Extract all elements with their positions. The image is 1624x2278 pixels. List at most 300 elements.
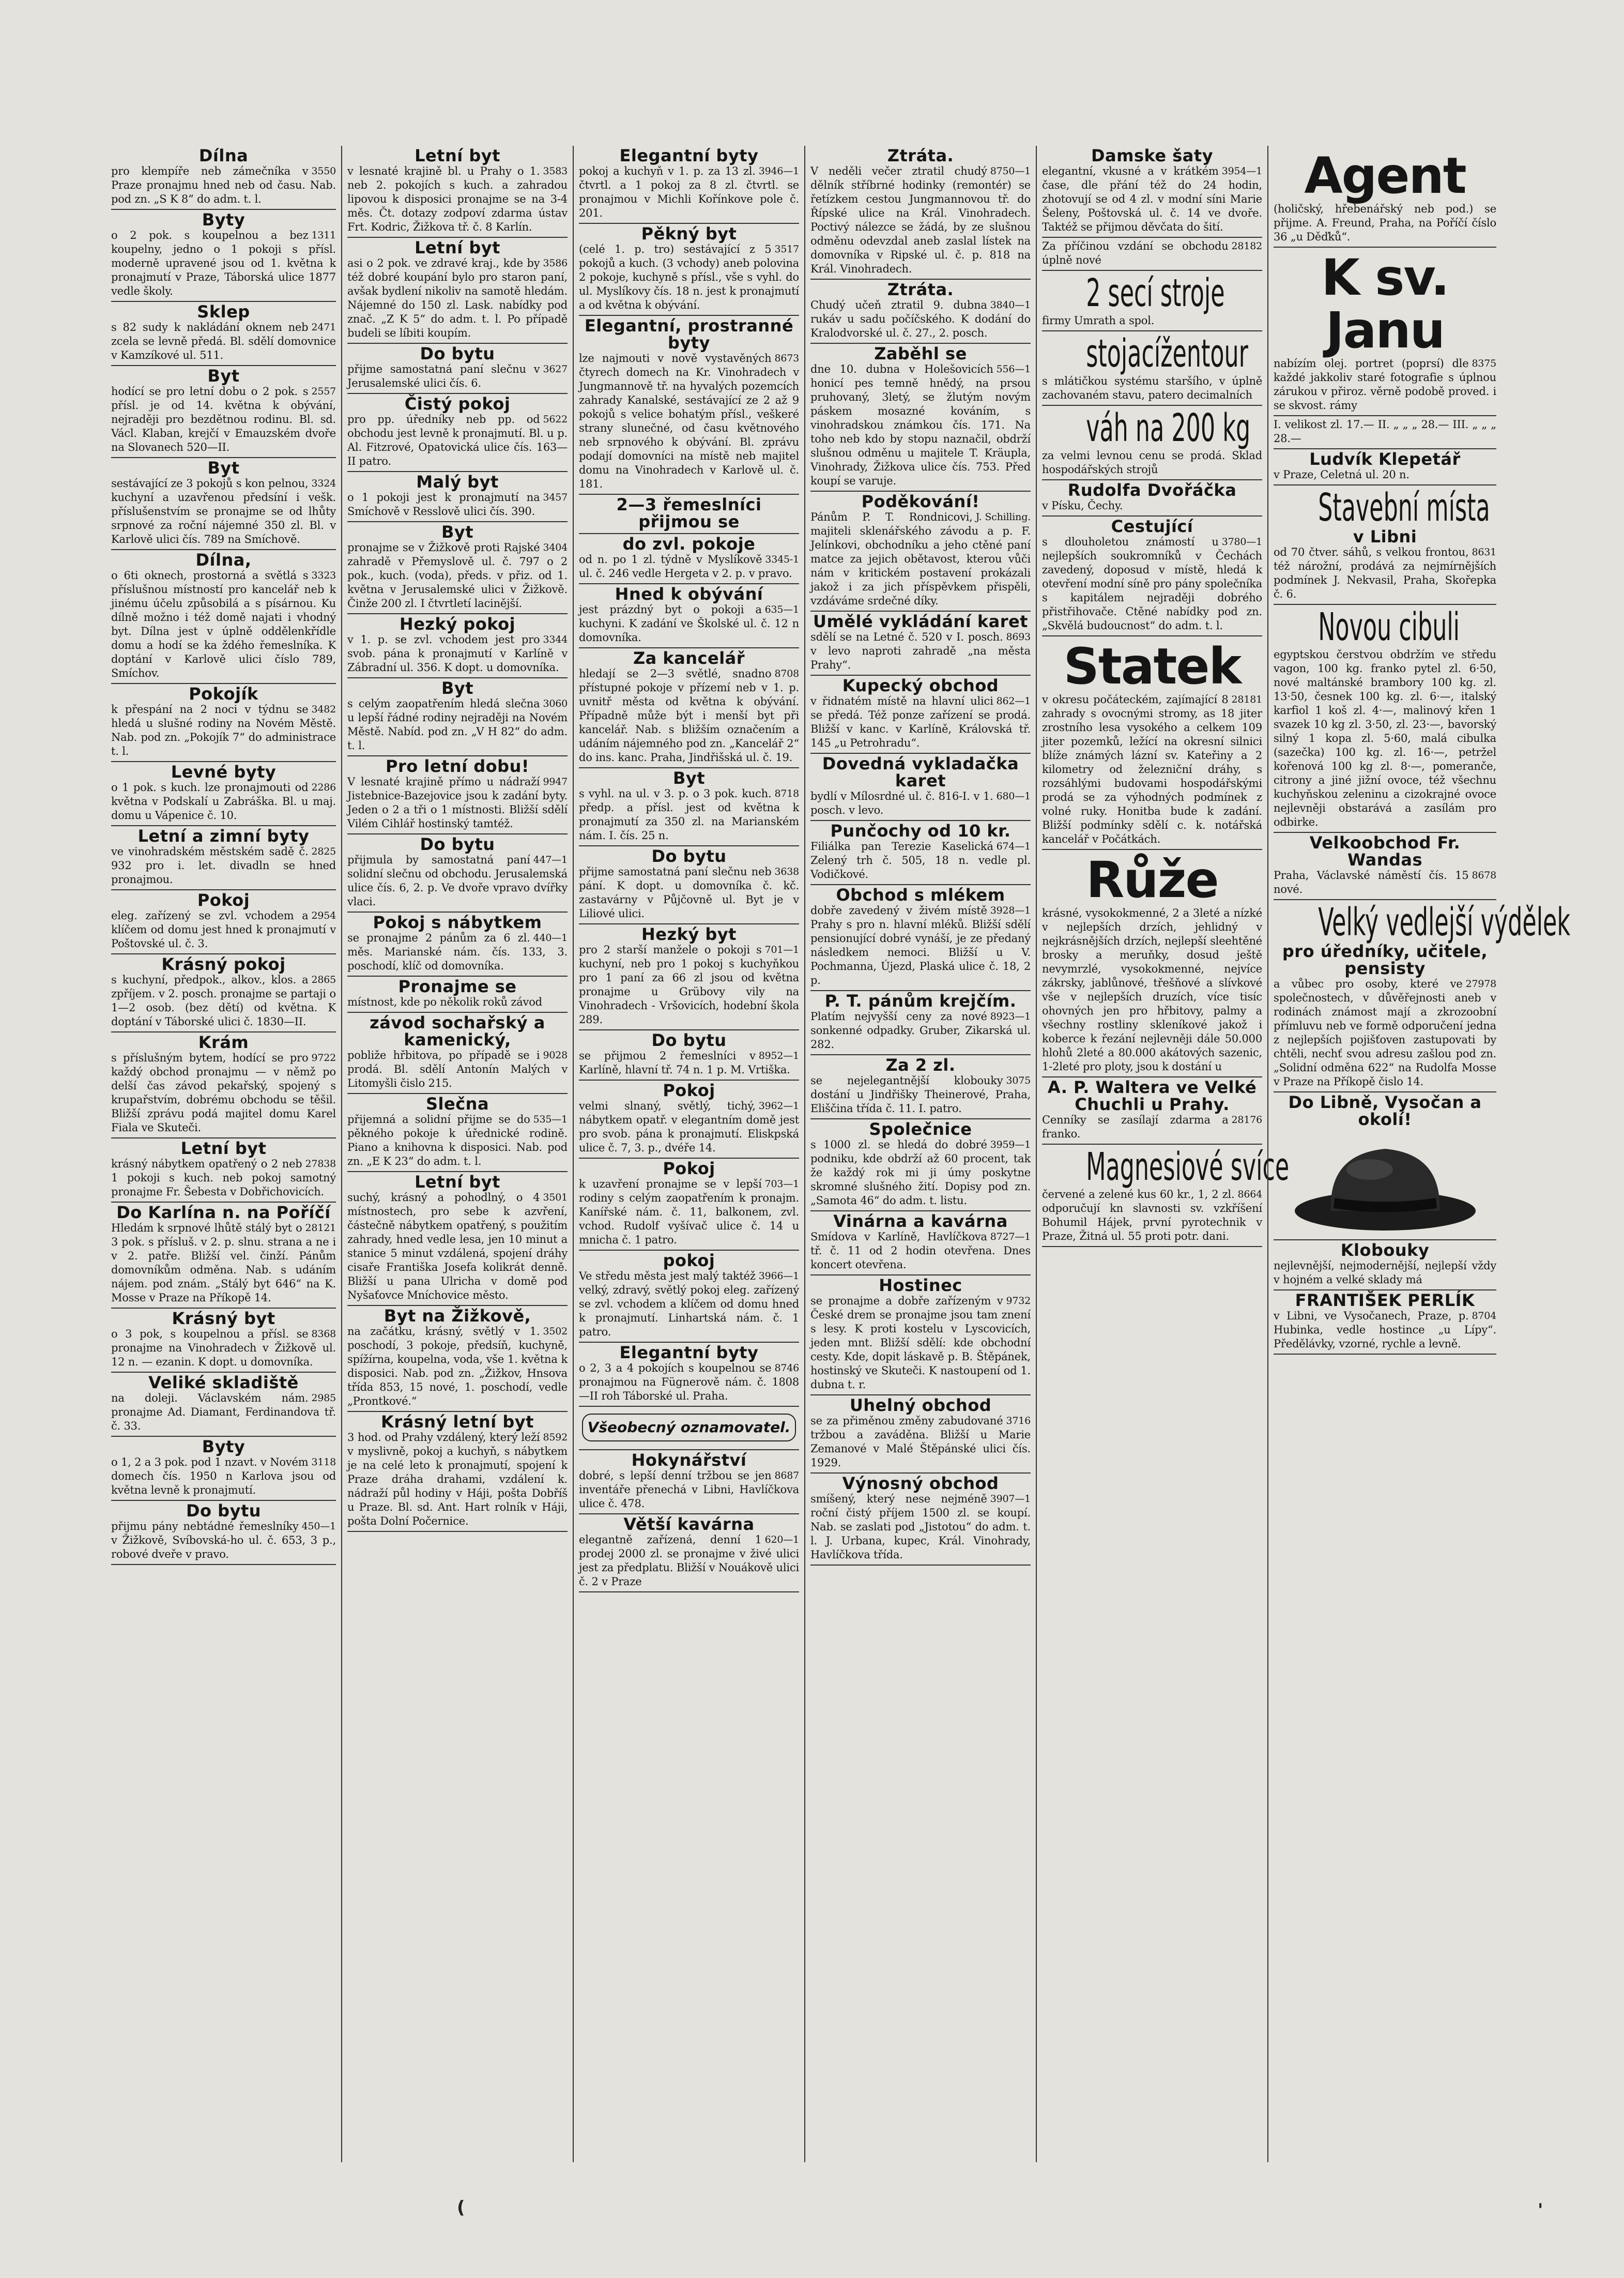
ad-number: 8687	[774, 1470, 799, 1481]
classified-ad	[111, 146, 336, 210]
ad-title: Do Karlína n. na Poříčí	[116, 1203, 331, 1222]
ad-title: Hezký pokoj	[399, 614, 516, 634]
ad-title: Hostinec	[879, 1275, 962, 1295]
ad-text	[1042, 906, 1262, 1074]
ad-number: 8678	[1472, 870, 1496, 881]
ad-text	[111, 1391, 336, 1433]
ad-body: od n. po 1 zl. týdně v Myslíkově ul. č. 246 vedle Hergeta v 2. p. v pravo.	[579, 553, 792, 580]
ad-number: 8368	[311, 1328, 336, 1340]
ad-text	[579, 787, 799, 843]
ad-body: smíšený, který nese nejméně roční čistý příjem 1500 zl. se koupí. Nab. se zaslati pod „Jistotou“ do adm. t. l. J. Urbana, kupec, Král. Vinohrady, Havlíčkova třída.	[810, 1493, 1031, 1561]
classified-ad	[579, 1251, 799, 1343]
ad-number: 3502	[543, 1326, 568, 1337]
ad-text	[347, 1113, 568, 1168]
ad-title: Letní byt	[415, 146, 500, 165]
ad-text	[810, 298, 1031, 340]
ad-body: přijme samostatná paní slečnu v Jerusalemské ulici čís. 6.	[347, 363, 540, 389]
ad-text	[579, 352, 799, 491]
ad-display-heading: Velký vedlejší výdělek	[1318, 900, 1571, 945]
classified-ad	[111, 302, 336, 366]
ad-body: v Libni, ve Vysočanech, Praze, p. Hubinka, vedle hostince „u Lípy“. Předělávky, vzorné, rychle a levně.	[1274, 1310, 1496, 1350]
classified-ad	[111, 366, 336, 458]
ad-display-heading: Statek	[1063, 637, 1241, 695]
ad-number: 3638	[774, 866, 799, 877]
classified-ad	[347, 1013, 568, 1094]
ad-body: o 1 pokoji jest k pronajmutí na Smíchově v Resslově ulici čís. 390.	[347, 491, 540, 518]
ad-text	[347, 633, 568, 675]
ad-body: o 2, 3 a 4 pokojích s koupelnou se pronajmou na Fügnerově nám. č. 1808—II roh Táborské ul. Praha.	[579, 1362, 799, 1402]
ad-text	[810, 1074, 1031, 1116]
ad-text	[579, 1533, 799, 1589]
ad-title: Letní byt	[180, 1138, 267, 1158]
ad-title: Větší kavárna	[623, 1514, 755, 1534]
ad-number: 2557	[311, 386, 336, 397]
ad-display-heading: Magnesiové svíce	[1086, 1145, 1290, 1189]
ad-number: 9947	[543, 776, 568, 787]
ad-body: eleg. zařízený se zvl. vchodem a klíčem od domu jest hned k pronajmutí v Poštovské ul. č. 3.	[111, 909, 336, 950]
ad-number: 3344	[543, 634, 568, 645]
ad-title: Sklep	[197, 302, 250, 322]
ad-body: s vyhl. na ul. v 3. p. o 3 pok. kuch. předp. a přísl. jest od května k pronajmutí za 350 zl. na Marianském nám. I. čís. 25 n.	[579, 787, 799, 842]
ad-title: Společnice	[869, 1119, 972, 1139]
classified-ad	[810, 492, 1031, 612]
classified-ad	[810, 1395, 1031, 1474]
classified-ad	[579, 495, 799, 534]
ad-body: hledají se 2—3 světlé, snadno přístupné pokoje v přízemí neb v 1. p. uvnitř města od května k obývání. Případně může být i menší byt při kancelář. Nab. s bližším označením a udáním nájemného pod zn. „Kancelář 2“ do ins. kanc. Praha, Jindřišská ul. č. 19.	[579, 667, 799, 764]
ad-title: Letní byt	[415, 1172, 500, 1192]
ad-title: Punčochy od 10 kr.	[830, 821, 1011, 841]
classified-ad	[810, 1119, 1031, 1211]
ad-body: k přespání na 2 noci v týdnu se hledá u slušné rodiny na Novém Městě. Nab. pod zn. „Pokojík 7“ do administrace t. l.	[111, 703, 336, 757]
ad-body: za velmi levnou cenu se prodá. Sklad hospodářských strojů	[1042, 449, 1262, 476]
ad-body: k uzavření pronajme se v lepší rodiny s celým zaopatřením k pronajm. Kanířské nám. č. 11, balkonem, zvl. vchod. Rudolf vyšívač ulice č. 14 u mnicha č. 1 patro.	[579, 1178, 799, 1246]
classified-ad	[579, 534, 799, 584]
ad-body: přijemná a solidní přijme se do pěkného pokoje k úřednické rodině. Piano a knihovna k disposici. Nab. pod zn. „E K 23“ do adm. t. l.	[347, 1113, 568, 1167]
ad-text	[579, 1099, 799, 1155]
ad-title: Byt na Žižkově,	[384, 1306, 531, 1326]
classified-ad	[810, 146, 1031, 280]
ad-number: 3959—1	[990, 1139, 1031, 1150]
ad-title: Dílna	[198, 146, 249, 165]
classified-ad	[579, 316, 799, 495]
ad-text	[111, 1327, 336, 1369]
ad-body: od 70 čtver. sáhů, s velkou frontou, též nárožní, prodává za nejmírnějších podmínek J. Nekvasil, Praha, Skořepka č. 6.	[1274, 546, 1496, 600]
ad-title: Byty	[202, 210, 246, 230]
ad-title: Za 2 zl.	[885, 1055, 956, 1075]
ad-text	[1274, 545, 1496, 601]
ad-display-heading: stojacížentour	[1086, 331, 1248, 376]
ad-body: červené a zelené kus 60 kr., 1, 2 zl. odporučují kn slavnosti sv. vzkříšení Bohumil Hájek, první pyrotechnik v Praze, Žitná ul. 55 proti potr. dani.	[1042, 1188, 1262, 1242]
ad-text	[579, 865, 799, 921]
ad-number: 2825	[311, 846, 336, 857]
ad-number: 680—1	[996, 791, 1031, 802]
ad-number: 28176	[1231, 1114, 1262, 1126]
ad-title: Pro letní dobu!	[386, 756, 529, 776]
ad-title: Krám	[198, 1032, 249, 1052]
ad-title: Pokoj s nábytkem	[373, 913, 542, 932]
ad-body: o 1, 2 a 3 pok. pod 1 nzavt. v Novém domech čís. 1950 n Karlova jsou od května levně k pronajmutí.	[111, 1456, 336, 1496]
classified-ad	[111, 1309, 336, 1373]
ad-text	[347, 775, 568, 831]
ad-number: 8375	[1472, 358, 1496, 369]
ad-text	[810, 630, 1031, 672]
ad-body: v Písku, Čechy.	[1042, 499, 1123, 512]
ad-number: 9028	[543, 1050, 568, 1061]
ad-body: hodící se pro letní dobu o 2 pok. s přísl. je od 14. května k obývání, nejraději pro bezdětnou rodinu. Bl. sd. Václ. Klaban, krejčí v Emauzském dvoře na Slovanech 520—II.	[111, 385, 336, 453]
classified-ad	[810, 991, 1031, 1055]
classified-ad	[347, 344, 568, 394]
ad-text	[1042, 1188, 1262, 1243]
ad-number: 28182	[1231, 240, 1262, 252]
ad-number: 1311	[311, 230, 336, 241]
classified-ad	[1042, 238, 1262, 271]
ad-title: Elegantní byty	[619, 1343, 759, 1362]
ad-number: 3954—1	[1221, 165, 1262, 177]
ad-text	[347, 256, 568, 340]
ad-text	[810, 164, 1031, 276]
ad-text	[347, 1325, 568, 1408]
ad-body: o 3 pok, s koupelnou a přísl. se pronajme na Vinohradech v Žižkově ul. 12 n. — ezanin. K dopt. u domovníka.	[111, 1328, 336, 1368]
ad-title: Damske šaty	[1091, 146, 1214, 165]
ad-text	[579, 1269, 799, 1339]
classified-ad	[111, 1138, 336, 1203]
section-banner: Všeobecný oznamovatel.	[582, 1414, 796, 1441]
ad-body: V lesnaté krajině přímo u nádraží Jistebnice-Bazejovice jsou k zadání byty. Jeden o 2 a tři o 1 místnosti. Bližší sdělí Vilém Cihlář hostinský tamtéž.	[347, 776, 568, 830]
ad-number: 535—1	[533, 1114, 568, 1125]
ad-number: 862—1	[996, 695, 1031, 707]
ad-body: Pánům P. T. Rondnicovi, majiteli sklenářského závodu a p. F. Jelínkovi, obchodníku a jeho ctěné paní matce za jejich obětavost, kterou vůči nám v kritickém postavení prokázali jakož i za jich příspěvkem přispěli, vzdáváme srdečné díky.	[810, 511, 1031, 607]
classified-ad	[1042, 850, 1262, 1077]
classified-ad	[347, 522, 568, 614]
ad-number: 8664	[1237, 1189, 1262, 1200]
ad-body: firmy Umrath a spol.	[1042, 314, 1155, 327]
classified-ad	[1042, 480, 1262, 517]
ad-text	[347, 362, 568, 390]
classified-ad	[111, 458, 336, 550]
ad-body: pro klempíře neb zámečníka v Praze pronajmu hned neb od času. Nab. pod zn. „S K 8“ do adm. t. l.	[111, 165, 336, 205]
ad-body: na začátku, krásný, světlý v 1. poschodí, 3 pokoje, předsíň, kuchyně, spížírna, koupelna, voda, vše 1. května k disposici. Nab. pod zn. „Žižkov, Hnsova třída 853, 15 nové, 1. poschodí, vedle „Prontkové.“	[347, 1325, 568, 1407]
classified-ad	[347, 614, 568, 678]
ad-body: suchý, krásný a pohodlný, o 4 místnostech, pro sebe k azvření, částečně nábytkem opatřený, s použitím zahrady, hned vedle lesa, jen 10 minut a stanice 5 minut vzdálená, spojení dráhy cisaře Františka Josefa kolikrát denně. Bližší u pana Ulricha v domě pod Nyšaťovce Mníchovice město.	[347, 1191, 568, 1301]
ad-number: 556—1	[996, 363, 1031, 375]
ad-number: 3966—1	[758, 1270, 799, 1282]
ad-title: Za kancelář	[633, 648, 745, 668]
ad-text	[111, 845, 336, 887]
ad-body: Praha, Václavské náměstí čís. 15 nové.	[1274, 869, 1469, 895]
ad-title: v Libni	[1353, 527, 1417, 546]
ad-text	[111, 1157, 336, 1199]
ad-title: pokoj	[663, 1251, 715, 1270]
ad-number: 2985	[311, 1392, 336, 1404]
ad-number: 8631	[1472, 546, 1496, 558]
classified-ad	[1042, 146, 1262, 238]
classified-ad	[579, 1407, 799, 1450]
classified-ad	[347, 913, 568, 977]
ad-number: 635—1	[764, 604, 799, 615]
classified-ad	[1042, 331, 1262, 406]
classified-ad	[579, 1030, 799, 1081]
ad-text	[810, 1294, 1031, 1392]
classified-ad	[1274, 1240, 1496, 1290]
ad-body: místnost, kde po několik roků závod	[347, 996, 542, 1008]
ad-number: 620—1	[764, 1534, 799, 1545]
ad-text	[1042, 239, 1262, 267]
ad-title: Pronajme se	[398, 977, 517, 996]
classified-ad	[347, 678, 568, 756]
ad-title: Slečna	[425, 1094, 489, 1114]
ad-number: 8952—1	[758, 1050, 799, 1061]
ad-text	[111, 569, 336, 680]
ad-display-heading: Růže	[1086, 851, 1218, 909]
ad-text	[579, 1049, 799, 1077]
classified-ad	[111, 1203, 336, 1309]
ad-body: v lesnaté krajině bl. u Prahy o 1. neb 2. pokojích s kuch. a zahradou lipovou k disposici pronajme se na 3-4 měs. Čt. dotazy zodpoví zdarma ústav Frt. Kodric, Žižkova tř. č. 8 Karlín.	[347, 165, 568, 233]
ad-text	[810, 510, 1031, 608]
ad-number: J. Schilling.	[975, 511, 1031, 523]
ad-text	[810, 1414, 1031, 1470]
ad-body: s mlátičkou systému staršího, v úplně zachovaném stavu, patero decimalních	[1042, 375, 1262, 401]
classified-ad	[810, 1055, 1031, 1119]
column-4	[804, 146, 1036, 2162]
ad-title: Čistý pokoj	[404, 394, 511, 414]
ad-text	[347, 541, 568, 611]
ad-text	[1042, 499, 1262, 513]
ad-text	[1274, 869, 1496, 897]
ad-text	[111, 385, 336, 454]
classified-ad	[347, 146, 568, 238]
ad-body: Cenníky se zasílají zdarma a franko.	[1042, 1114, 1229, 1140]
ad-text	[1042, 535, 1262, 633]
ad-text	[347, 697, 568, 753]
ad-number: 3482	[311, 704, 336, 715]
ad-title: Pokoj	[663, 1159, 715, 1178]
newspaper-page	[106, 146, 1571, 2162]
ad-body: elegantní, vkusné a v krátkém čase, dle přání též do 24 hodin, zhotovují se od 4 zl. v modní síni Marie Šeleny, Poštovská ul. č. 14 ve dvoře. Taktéž se přijmou děvčata do šití.	[1042, 165, 1262, 233]
ad-title: Dílna,	[195, 550, 252, 570]
ad-text	[1274, 357, 1496, 413]
classified-ad	[1274, 1290, 1496, 1355]
column-3	[573, 146, 804, 2162]
ad-title: pro úředníky, učitele, pensisty	[1282, 941, 1488, 978]
ad-body: Za příčinou vzdání se obchodu úplně nové	[1042, 240, 1229, 266]
ad-text	[111, 1455, 336, 1497]
ad-body: velmi slnaný, světlý, tichý, nábytkem opatř. v elegantním domě jest pro svob. pána k pronajmutí. Eliskpská ulice č. 7, 3. p., dvéře 14.	[579, 1100, 799, 1154]
ad-text	[111, 781, 336, 823]
ad-number: 28121	[305, 1222, 336, 1234]
ad-title: Do Libně, Vysočan a okolí!	[1288, 1092, 1482, 1129]
classified-ad	[347, 1412, 568, 1532]
column-5	[1036, 146, 1290, 2162]
ad-text	[111, 973, 336, 1029]
ad-text	[347, 1049, 568, 1090]
classified-ad	[111, 684, 336, 762]
ad-body: asi o 2 pok. ve zdravé kraj., kde by též dobré koupání bylo pro staron paní, avšak bydlení nikoliv na samotě hledám. Nájemné do 150 zl. Lask. nabídky pod znač. „Z K 5“ do adm. t. l. Po případě budeli se líbiti koupím.	[347, 257, 568, 339]
ad-body: lze najmouti v nově vystavěných čtyrech domech na Kr. Vinohradech v Jungmannově tř. na hyvalých pozemcích zahrady Kanalské, sestávající ze 2 až 9 pokojů s velice bohatým přísl., veškeré strany slunečné, od času květnového neb srpnového k obývání. Bl. zprávu podají domovníci na místě neb majitel domu na Vinohradech v Karlově ul. č. 181.	[579, 352, 799, 490]
classified-ad	[810, 344, 1031, 492]
classified-ad	[347, 238, 568, 344]
classified-ad	[1274, 248, 1496, 416]
ad-number: 3075	[1006, 1075, 1031, 1086]
ad-text	[579, 242, 799, 312]
ad-number: 3550	[311, 165, 336, 177]
ad-number: 8750—1	[990, 165, 1031, 177]
ad-title: Vinárna a kavárna	[833, 1211, 1008, 1231]
classified-ad	[579, 1081, 799, 1159]
ad-number: 701—1	[764, 944, 799, 955]
ad-title: Dovedná vykladačka karet	[822, 754, 1019, 791]
ad-title: Poděkování!	[861, 492, 980, 511]
ad-text	[579, 667, 799, 765]
ad-body: Filiálka pan Terezie Kaselická Zelený trh č. 505, 18 n. vedle pl. Vodičkové.	[810, 840, 1031, 880]
column-2	[341, 146, 573, 2162]
ad-text	[111, 1051, 336, 1135]
ad-body: Hledám k srpnové lhůtě stálý byt o 3 pok. s přísluš. v 2. p. slnu. strana a ne i v 2. patře. Bližší vel. činží. Pánům domovníkům odměna. Nab. s udáním nájem. pod znám. „Stálý byt 646“ na K. Mosse v Praze na Příkopě 14.	[111, 1222, 336, 1304]
ad-text	[1274, 418, 1496, 446]
ad-title: Krásný pokoj	[161, 954, 286, 974]
ad-number: 27978	[1465, 978, 1496, 990]
ad-body: dobře zavedený v živém místě Prahy s pro n. hlavní mléků. Bližší sdělí pensionující dobré vynáší, je ze předaný následkem nemoci. Bližší u V. Pochmanna, Újezd, Plaská ulice č. 18, 2 p.	[810, 904, 1031, 986]
ad-display-heading: váh na 200 kg	[1086, 406, 1251, 450]
ad-body: jest prázdný byt o pokoji a kuchyni. K zadání ve Školské ul. č. 12 n domovníka.	[579, 603, 799, 644]
classified-ad	[579, 648, 799, 768]
ad-title: Do bytu	[420, 834, 495, 854]
ad-text	[579, 603, 799, 645]
page-mark-right: '	[1538, 2200, 1543, 2221]
classified-ad	[579, 1343, 799, 1407]
ad-body: sestávající ze 3 pokojů s kon pelnou, kuchyní a uzavřenou předsíní i vešk. příslušenstvím se pronajme se od lhůty srpnové za roční nájemné 350 zl. Bl. v Karlově ulici čís. 789 na Smíchově.	[111, 477, 336, 545]
classified-ad	[810, 754, 1031, 821]
ad-text	[111, 1520, 336, 1561]
ad-number: 3840—1	[990, 299, 1031, 311]
ad-body: s kuchyní, předpok., alkov., klos. a zpříjem. v 2. posch. pronajme se partaji o 1—2 osob. (bez dětí) od května. K doptání v Táborské ulici č. 1830—II.	[111, 974, 336, 1028]
ad-body: bydlí v Mílosrdné ul. č. 816-I. v 1. posch. v levo.	[810, 790, 993, 816]
ad-number: 8923—1	[990, 1011, 1031, 1022]
ad-body: se pronajme a dobře zařízeným v České drem se pronajme jsou tam znení s lesy. K proti kostelu v Lyscovicích, jeden mnt. Bližší sdělí: kde obchodní cesty. Kde, dopit láskavě p. B. Štěpánek, hostinský ve Skuteči. K nastoupení od 1. dubna t. r.	[810, 1295, 1031, 1391]
ad-number: 447—1	[533, 854, 568, 865]
ad-body: se pronajme 2 pánům za 6 zl. měs. Marianské nám. čís. 133, 3. poschodí, klíč od domovníka.	[347, 932, 568, 972]
ad-number: 2954	[311, 910, 336, 921]
classified-ad	[1274, 146, 1496, 248]
ad-text	[347, 413, 568, 468]
ad-title: Levné byty	[171, 762, 277, 782]
ad-body: s dlouholetou známostí u nejlepších soukromníků v Čechách zavedený, doposud v místě, hledá k otevření modní síně pro pány společníka s kapitálem nejraději dobrého přistřihovače. Ctěné nabídky pod zn. „Skvělá budoucnost“ do adm. t. l.	[1042, 536, 1262, 632]
ad-body: I. velikost zl. 17.— II. „ „ „ 28.— III. „ „ „ 28.—	[1274, 418, 1496, 445]
ad-body: dobré, s lepší denní tržbou se jen inventáře přenechá v Libni, Havlíčkova ulice č. 478.	[579, 1469, 799, 1510]
classified-ad	[111, 954, 336, 1032]
ad-title: závod sochařský a kamenický,	[370, 1013, 545, 1050]
classified-ad	[579, 584, 799, 648]
ad-body: (celé 1. p. tro) sestávající z 5 pokojů a kuch. (3 vchody) aneb polovina 2 pokoje, kuchyně s přísl., vše s vyhl. do ul. Myslíkovy čís. 18 n. jest k pronajmutí a od května k obývání.	[579, 243, 799, 311]
classified-ad	[111, 210, 336, 302]
hat-icon	[1287, 1133, 1483, 1237]
column-6	[1267, 146, 1571, 2162]
ad-text	[111, 229, 336, 298]
ad-text	[347, 1431, 568, 1528]
ad-number: 3928—1	[990, 905, 1031, 916]
ad-title: Do bytu	[420, 344, 495, 363]
ad-text	[111, 1221, 336, 1305]
classified-ad	[579, 846, 799, 924]
ad-body: s 1000 zl. se hledá do dobré podniku, kde obdrží až 60 procent, tak že každý rok mi ji úmy poskytne skromné slušného žití. Dopisy pod zn. „Samota 46“ do adm. t. listu.	[810, 1138, 1031, 1207]
ad-title: Hezký byt	[641, 924, 737, 944]
ad-text	[111, 703, 336, 758]
classified-ad	[1042, 636, 1262, 850]
page-mark-left: (	[457, 2197, 465, 2218]
ad-number: 5622	[543, 414, 568, 425]
ad-title: Pokoj	[663, 1081, 715, 1100]
ad-number: 8592	[543, 1432, 568, 1443]
ad-text	[579, 1361, 799, 1403]
ad-body: na doleji. Václavském nám. pronajme Ad. Diamant, Ferdinandova tř. č. 33.	[111, 1392, 336, 1432]
ad-body: pro pp. úředníky neb pp. od obchodu jest levně k pronajmutí. Bl. u p. Al. Fitzrové, Opatovická ulice čís. 163—II patro.	[347, 413, 568, 467]
ad-number: 450—1	[301, 1521, 336, 1532]
ad-text	[347, 491, 568, 519]
ad-title: Zaběhl se	[874, 344, 967, 363]
ad-text	[810, 840, 1031, 882]
classified-ad	[810, 1474, 1031, 1566]
ad-text	[1042, 693, 1262, 846]
ad-number: 3324	[311, 478, 336, 489]
ad-body: s 82 sudy k nakládání oknem neb zcela se levně předá. Bl. sdělí domovnice v Kamzíkové ul. 511.	[111, 321, 336, 361]
ad-text	[1274, 977, 1496, 1089]
ad-title: Ztráta.	[887, 146, 954, 165]
classified-ad	[810, 676, 1031, 754]
ad-title: Umělé vykládání karet	[813, 612, 1028, 631]
ad-title: Pokoj	[197, 890, 250, 910]
ad-text	[810, 904, 1031, 988]
classified-ad	[1042, 271, 1262, 331]
classified-ad	[347, 756, 568, 834]
ad-number: 3323	[311, 570, 336, 581]
ad-title: Byty	[202, 1437, 246, 1456]
ad-number: 703—1	[764, 1178, 799, 1190]
ad-body: pro 2 starší manžele o pokoji s kuchyní, neb pro 1 pokoj s kuchyňkou pro 1 paní za 66 zl jsou od května pronajme u Grübovy vily na Vinohradech - Vršovicích, hodební škola 289.	[579, 944, 799, 1026]
ad-number: 674—1	[996, 841, 1031, 852]
ad-number: 3118	[311, 1456, 336, 1468]
ad-number: 3962—1	[758, 1100, 799, 1112]
ad-body: pobliže hřbitova, po případě se i prodá. Bl. sdělí Antonín Malých v Litomyšli čislo 215.	[347, 1049, 568, 1089]
classified-ad	[1274, 449, 1496, 485]
ad-title: Pěkný byt	[641, 224, 737, 244]
ad-title: Hokynářství	[631, 1450, 747, 1470]
ad-body: dne 10. dubna v Holešovicích honicí pes temně hnědý, na prsou pruhovaný, 3letý, se žlutým novým páskem mosazné kováním, s vinohradskou známkou čís. 171. Na toho neb kdo by stopu naznačil, obdrží slušnou odměnu u majitele T. Kräupla, Vinohrady, Žižkova ulice čís. 753. Před koupí se varuje.	[810, 363, 1031, 487]
ad-text	[810, 1230, 1031, 1272]
classified-ad	[1274, 485, 1496, 605]
classified-ad	[347, 394, 568, 472]
ad-text	[1042, 164, 1262, 234]
ad-body: (holičský, hřebenářský neb pod.) se přijme. A. Freund, Praha, na Poříčí číslo 36 „u Děďků“.	[1274, 203, 1496, 243]
ad-text	[1274, 1309, 1496, 1351]
ad-title: do zvl. pokoje	[622, 534, 756, 554]
ad-title: Byt	[207, 366, 240, 386]
ad-body: pronajme se v Žižkově proti Rajské zahradě v Přemyslově ul. č. 797 o 2 pok., kuch. (voda), předs. v přiz. od 1. května v Jerusalemské ulici v Žižkově. Činže 200 zl. I čtvrtletí lacinější.	[347, 541, 568, 610]
ad-body: se přijmou 2 řemeslníci v Karlíně, hlavní tř. 74 n. 1 p. M. Vrtiška.	[579, 1050, 790, 1076]
ad-text	[347, 931, 568, 973]
classified-ad	[579, 1514, 799, 1592]
ad-title: FRANTIŠEK PERLÍK	[1295, 1290, 1475, 1310]
ad-text	[111, 909, 336, 951]
ad-title: Byt	[672, 768, 706, 788]
ad-display-heading: Novou cibuli	[1318, 605, 1460, 649]
classified-ad	[111, 890, 336, 954]
classified-ad	[347, 1094, 568, 1172]
ad-number: 2865	[311, 974, 336, 985]
ad-text	[1042, 1113, 1262, 1141]
classified-ad	[579, 224, 799, 316]
ad-text	[1042, 314, 1262, 328]
ad-body: egyptskou čerstvou obdržím ve středu vagon, 100 kg. franko pytel zl. 6·50, nové maltánské brambory 100 kg. zl. 13·50, česnek 100 kg. zl. 6·—, italský karfiol 1 koš zl. 4·—, malinový křen 1 svazek 10 kg zl. 3·50, zl. 23·—, bavorský silný 1 kopa zl. 5·60, malá cibulka (sazečka) 100 kg. zl. 16·—, petržel kořenová 100 kg zl. 8·—, pomeranče, citrony a jiné jižní ovoce, též všechnu kuchyňskou zeleninu a cizokrajné ovoce nejlevněji obstarává a zasílám pro odbirke.	[1274, 648, 1496, 828]
ad-body: přijmula by samostatná paní solidní slečnu od obchodu. Jerusalemská ulice čís. 6, 2. p. Ve dvoře vpravo dvířky vlaci.	[347, 854, 568, 908]
